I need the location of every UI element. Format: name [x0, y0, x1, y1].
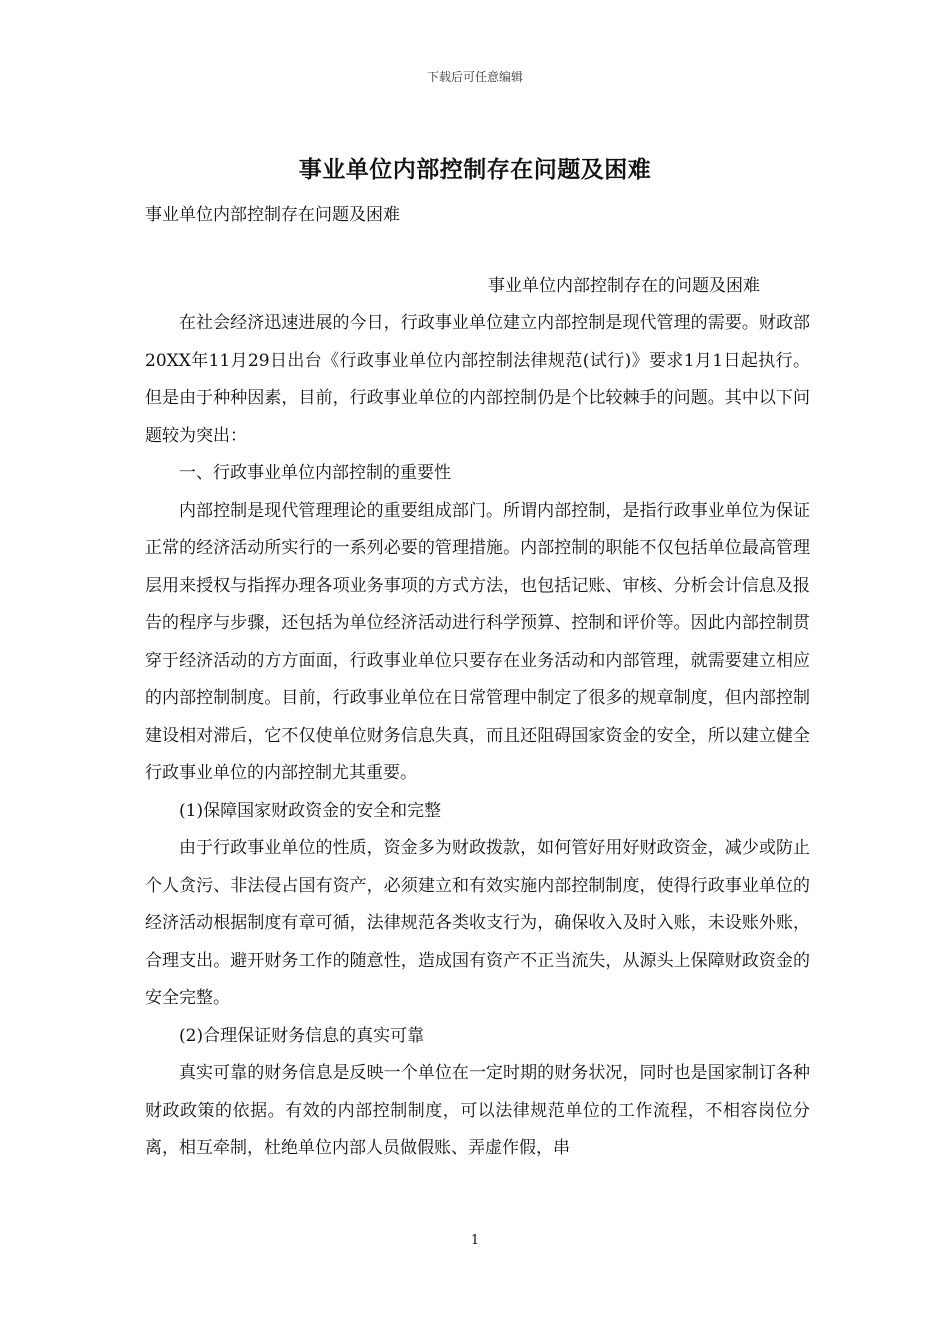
sub-paragraph-financial-info: 真实可靠的财务信息是反映一个单位在一定时期的财务状况，同时也是国家制订各种财政政策的依据。有效的内部控制制度，可以法律规范单位的工作流程，不相容岗位分离，相互牵制，杜绝单位内部人员做假账、弄虚作假，串	[145, 1063, 810, 1158]
page-number: 1	[470, 1233, 480, 1248]
document-title: 事业单位内部控制存在问题及困难	[298, 156, 652, 183]
section-paragraph-importance: 内部控制是现代管理理论的重要组成部门。所谓内部控制，是指行政事业单位为保证正常的经济活动所实行的一系列必要的管理措施。内部控制的职能不仅包括单位最高管理层用来授权与指挥办理各项业务事项的方式方法，也包括记账、审核、分析会计信息及报告的程序与步骤，还包括为单位经济活动进行科学预算、控制和评价等。因此内部控制贯穿于经济活动的方方面面，行政事业单位只要存在业务活动和内部管理，就需要建立相应的内部控制制度。目前，行政事业单位在日常管理中制定了很多的规章制度，但内部控制建设相对滞后，它不仅使单位财务信息失真，而且还阻碍国家资金的安全，所以建立健全行政事业单位的内部控制尤其重要。	[145, 500, 810, 783]
sub-heading-fund-safety: (1)保障国家财政资金的安全和完整	[179, 800, 442, 821]
intro-paragraph: 在社会经济迅速进展的今日，行政事业单位建立内部控制是现代管理的需要。财政部20XX年11月29日出台《行政事业单位内部控制法律规范(试行)》要求1月1日起执行。但是由于种种因素，目前，行政事业单位的内部控制仍是个比较棘手的问题。其中以下问题较为突出：	[145, 313, 810, 446]
sub-paragraph-fund-safety: 由于行政事业单位的性质，资金多为财政拨款，如何管好用好财政资金，减少或防止个人贪污、非法侵占国有资产，必须建立和有效实施内部控制制度，使得行政事业单位的经济活动根据制度有章可循，法律规范各类收支行为，确保收入及时入账，未设账外账，合理支出。避开财务工作的随意性，造成国有资产不正当流失，从源头上保障财政资金的安全完整。	[145, 838, 810, 1008]
section-heading-importance: 一、行政事业单位内部控制的重要性	[179, 463, 451, 483]
document-subtitle: 事业单位内部控制存在问题及困难	[145, 205, 400, 225]
page-header-note: 下载后可任意编辑	[426, 70, 523, 84]
right-aligned-heading: 事业单位内部控制存在的问题及困难	[488, 275, 760, 296]
document-body	[145, 197, 810, 1168]
sub-heading-financial-info: (2)合理保证财务信息的真实可靠	[179, 1025, 425, 1046]
